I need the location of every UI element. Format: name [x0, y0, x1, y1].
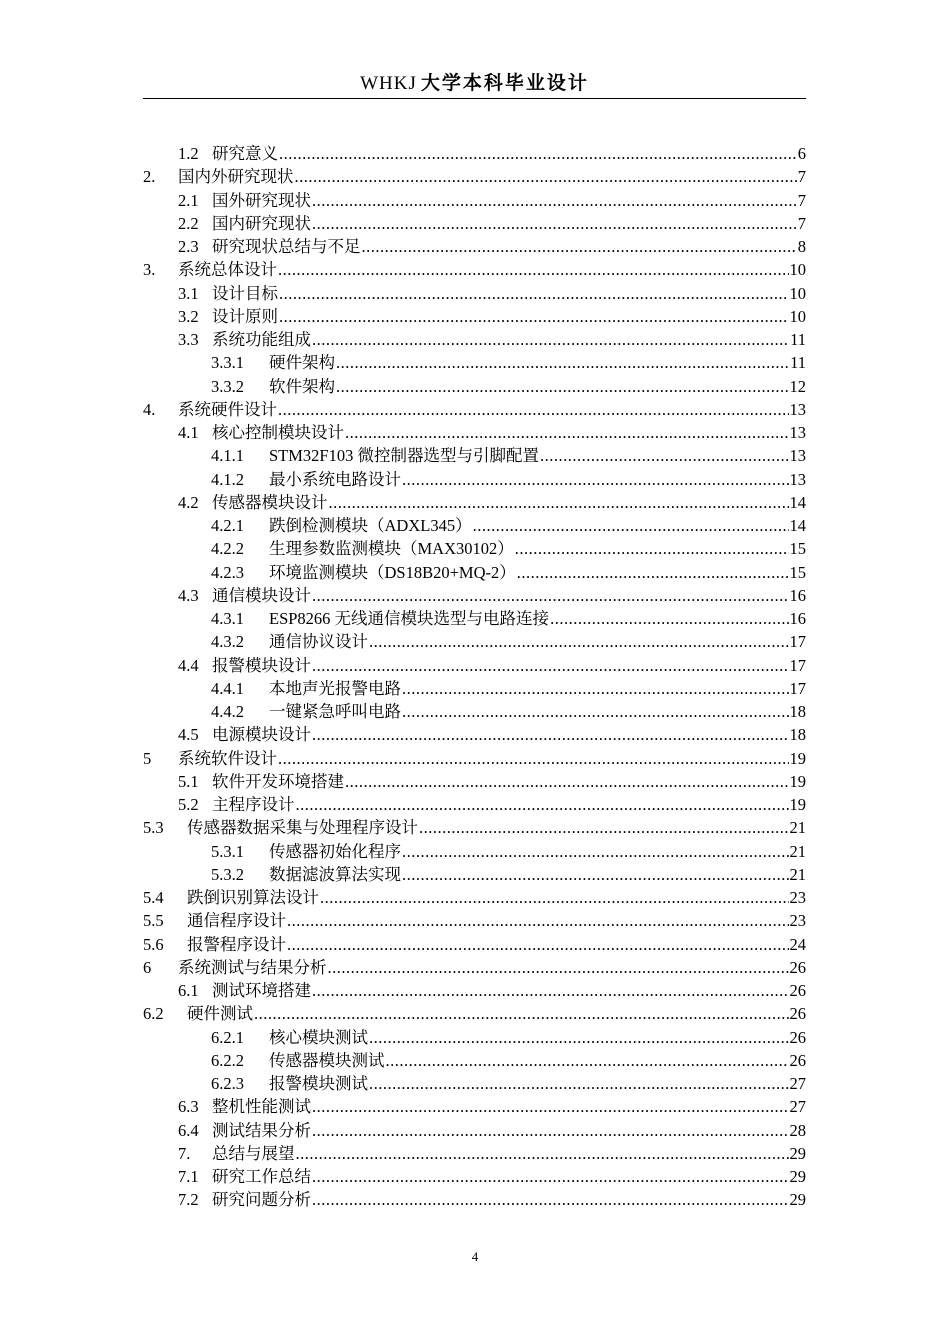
toc-entry-title: 报警模块测试: [269, 1074, 368, 1093]
toc-entry-number: 3.3.2: [211, 376, 244, 396]
toc-entry-title: 国内研究现状: [212, 213, 311, 233]
toc-dot-leader: [419, 816, 789, 839]
toc-entry-title: 整机性能测试: [212, 1097, 311, 1117]
toc-entry-page: 13: [789, 446, 806, 466]
toc-entry-number: 6.2.3: [211, 1074, 244, 1093]
toc-dot-leader: [329, 491, 789, 514]
toc-entry[interactable]: [143, 886, 806, 909]
toc-entry-title: 跌倒识别算法设计: [187, 888, 319, 907]
toc-dot-leader: [312, 189, 797, 212]
toc-entry-number: 4.2.1: [211, 516, 244, 535]
toc-entry-page: 14: [789, 492, 806, 512]
toc-entry-number: 6.4: [178, 1120, 199, 1140]
toc-dot-leader: [312, 584, 789, 607]
toc-dot-leader: [312, 1095, 789, 1118]
toc-entry-title: 测试结果分析: [212, 1120, 311, 1140]
toc-entry-page: 14: [789, 516, 806, 535]
page-number: 4: [471, 1249, 479, 1264]
toc-entry-page: 8: [797, 237, 806, 256]
toc-dot-leader: [362, 235, 797, 258]
toc-entry-page: 12: [789, 376, 806, 396]
toc-entry-title: 系统软件设计: [178, 748, 277, 768]
toc-entry-title: 硬件测试: [187, 1004, 253, 1024]
toc-entry[interactable]: [143, 189, 806, 212]
toc-entry-number: 5.3.2: [211, 864, 244, 884]
toc-entry-page: 29: [789, 1190, 806, 1210]
toc-entry-page: 13: [789, 399, 806, 419]
header-title: 大学本科毕业设计: [420, 73, 589, 94]
toc-entry-number: 4.4.1: [211, 678, 244, 698]
toc-entry-number: 5.6: [143, 934, 164, 954]
toc-entry-number: 5.2: [178, 795, 199, 814]
toc-entry-number: 5.1: [178, 771, 199, 791]
toc-entry-title: 测试环境搭建: [212, 981, 311, 1000]
toc-entry-title: 系统硬件设计: [178, 399, 277, 419]
toc-dot-leader: [402, 840, 789, 863]
toc-entry[interactable]: [143, 1002, 806, 1025]
toc-entry-number: 2.: [143, 167, 156, 187]
toc-entry[interactable]: [143, 1026, 806, 1049]
toc-entry[interactable]: [143, 328, 806, 351]
toc-entry-number: 3.2: [178, 306, 199, 326]
toc-dot-leader: [312, 654, 789, 677]
toc-entry-page: 17: [789, 678, 806, 698]
toc-dot-leader: [369, 630, 789, 653]
toc-entry-title: ESP8266 无线通信模块选型与电路连接: [269, 609, 550, 628]
toc-entry[interactable]: [143, 607, 806, 630]
toc-entry-title: 通信程序设计: [187, 911, 286, 931]
toc-entry[interactable]: [143, 537, 806, 560]
toc-entry-page: 23: [789, 911, 806, 931]
toc-entry[interactable]: [143, 375, 806, 398]
toc-entry-title: 传感器模块设计: [212, 492, 328, 512]
toc-entry-number: 1.2: [178, 144, 199, 163]
toc-entry[interactable]: [143, 468, 806, 491]
toc-entry-page: 21: [789, 864, 806, 884]
toc-entry-number: 4.1.2: [211, 469, 244, 489]
toc-entry-page: 28: [789, 1120, 806, 1140]
toc-dot-leader: [473, 514, 789, 537]
toc-entry-number: 4.3: [178, 585, 199, 605]
toc-entry[interactable]: [143, 351, 806, 374]
toc-entry[interactable]: [143, 654, 806, 677]
table-of-contents: [143, 142, 806, 1212]
toc-entry-page: 7: [797, 213, 806, 233]
toc-entry-page: 6: [797, 144, 806, 163]
toc-entry-page: 16: [789, 585, 806, 605]
toc-entry-title: 硬件架构: [269, 353, 335, 373]
toc-dot-leader: [279, 282, 789, 305]
toc-dot-leader: [320, 886, 789, 909]
toc-entry-title: 软件架构: [269, 376, 335, 396]
toc-entry-title: 通信协议设计: [269, 632, 368, 652]
toc-entry-number: 4.: [143, 399, 156, 419]
toc-dot-leader: [279, 305, 789, 328]
toc-dot-leader: [336, 375, 789, 398]
toc-dot-leader: [254, 1002, 789, 1025]
toc-entry[interactable]: [143, 909, 806, 932]
toc-entry-number: 6.2.2: [211, 1050, 244, 1070]
toc-entry-title: 环境监测模块（DS18B20+MQ-2）: [269, 562, 516, 582]
toc-entry[interactable]: [143, 863, 806, 886]
toc-dot-leader: [312, 979, 789, 1002]
toc-entry-number: 4.5: [178, 725, 199, 745]
toc-entry-page: 18: [789, 702, 806, 721]
toc-entry-page: 26: [789, 1004, 806, 1024]
toc-entry-number: 7.2: [178, 1190, 199, 1210]
toc-entry-page: 10: [789, 260, 806, 280]
toc-dot-leader: [386, 1049, 789, 1072]
toc-entry-title: 软件开发环境搭建: [212, 771, 344, 791]
toc-entry[interactable]: [143, 793, 806, 816]
toc-entry-page: 13: [789, 423, 806, 442]
toc-dot-leader: [312, 1188, 789, 1211]
toc-entry-number: 3.3: [178, 330, 199, 349]
toc-entry-page: 15: [789, 562, 806, 582]
toc-entry[interactable]: [143, 1188, 806, 1211]
toc-dot-leader: [279, 142, 797, 165]
toc-dot-leader: [402, 677, 789, 700]
toc-entry-title: 生理参数监测模块（MAX30102）: [269, 539, 514, 559]
toc-entry-number: 5.3: [143, 818, 164, 838]
toc-entry-page: 11: [790, 353, 806, 373]
toc-entry[interactable]: [143, 282, 806, 305]
toc-entry-title: 核心模块测试: [269, 1027, 368, 1047]
toc-dot-leader: [540, 444, 789, 467]
toc-entry-number: 4.4.2: [211, 702, 244, 721]
header-prefix: WHKJ: [360, 73, 417, 94]
toc-entry-page: 26: [789, 1027, 806, 1047]
toc-entry[interactable]: [143, 770, 806, 793]
toc-dot-leader: [328, 956, 789, 979]
toc-entry-page: 17: [789, 655, 806, 675]
toc-entry-number: 5: [143, 748, 152, 768]
toc-entry-page: 16: [789, 609, 806, 628]
toc-entry-title: 设计原则: [212, 306, 278, 326]
toc-dot-leader: [278, 747, 789, 770]
toc-dot-leader: [295, 165, 797, 188]
toc-entry-number: 3.: [143, 260, 156, 280]
toc-entry-number: 6.1: [178, 981, 199, 1000]
toc-entry-number: 2.2: [178, 213, 199, 233]
toc-dot-leader: [515, 537, 789, 560]
toc-entry-page: 27: [789, 1097, 806, 1117]
toc-entry[interactable]: [143, 840, 806, 863]
toc-dot-leader: [312, 723, 789, 746]
toc-entry-number: 7.1: [178, 1167, 199, 1186]
toc-entry-page: 23: [789, 888, 806, 907]
toc-entry[interactable]: [143, 816, 806, 839]
toc-dot-leader: [312, 328, 789, 351]
toc-dot-leader: [369, 1026, 789, 1049]
toc-entry-number: 4.2.2: [211, 539, 244, 559]
toc-entry-number: 4.1: [178, 423, 199, 442]
toc-entry-title: 研究工作总结: [212, 1167, 311, 1186]
toc-entry-number: 6.2: [143, 1004, 164, 1024]
toc-entry[interactable]: [143, 1165, 806, 1188]
toc-entry[interactable]: [143, 1095, 806, 1118]
toc-entry-title: 一键紧急呼叫电路: [269, 702, 401, 721]
toc-entry-title: 核心控制模块设计: [212, 423, 344, 442]
toc-entry[interactable]: [143, 514, 806, 537]
toc-dot-leader: [402, 700, 789, 723]
toc-entry-title: 研究现状总结与不足: [212, 237, 361, 256]
toc-dot-leader: [296, 793, 789, 816]
toc-dot-leader: [287, 933, 789, 956]
toc-entry-number: 6: [143, 957, 152, 977]
toc-entry-page: 29: [789, 1167, 806, 1186]
toc-dot-leader: [312, 1119, 789, 1142]
toc-entry[interactable]: [143, 561, 806, 584]
toc-entry[interactable]: [143, 165, 806, 188]
toc-entry[interactable]: [143, 398, 806, 421]
toc-dot-leader: [296, 1142, 789, 1165]
toc-entry-number: 5.5: [143, 911, 164, 931]
toc-entry-title: 本地声光报警电路: [269, 678, 401, 698]
toc-entry-title: 国外研究现状: [212, 190, 311, 210]
toc-entry-page: 10: [789, 283, 806, 303]
toc-entry[interactable]: [143, 258, 806, 281]
toc-dot-leader: [402, 468, 789, 491]
toc-entry-page: 27: [789, 1074, 806, 1093]
toc-entry-title: 研究问题分析: [212, 1190, 311, 1210]
toc-entry-page: 26: [789, 981, 806, 1000]
toc-entry-title: 传感器数据采集与处理程序设计: [187, 818, 418, 838]
toc-entry-number: 4.4: [178, 655, 199, 675]
toc-entry[interactable]: [143, 421, 806, 444]
toc-entry-title: 最小系统电路设计: [269, 469, 401, 489]
toc-entry-title: 通信模块设计: [212, 585, 311, 605]
toc-entry[interactable]: [143, 212, 806, 235]
toc-entry-page: 24: [789, 934, 806, 954]
toc-entry-number: 5.4: [143, 888, 164, 907]
toc-dot-leader: [550, 607, 788, 630]
toc-entry[interactable]: [143, 1119, 806, 1142]
toc-entry[interactable]: [143, 723, 806, 746]
toc-entry-number: 2.3: [178, 237, 199, 256]
toc-entry-page: 19: [789, 795, 806, 814]
toc-entry[interactable]: [143, 979, 806, 1002]
toc-entry-title: 国内外研究现状: [178, 167, 294, 187]
toc-entry-title: 电源模块设计: [212, 725, 311, 745]
toc-entry-page: 10: [789, 306, 806, 326]
toc-entry-number: 5.3.1: [211, 841, 244, 861]
toc-entry-number: 4.2.3: [211, 562, 244, 582]
toc-entry-page: 11: [790, 330, 806, 349]
toc-dot-leader: [278, 398, 789, 421]
toc-entry-page: 13: [789, 469, 806, 489]
toc-entry-title: 系统测试与结果分析: [178, 957, 327, 977]
toc-entry[interactable]: [143, 235, 806, 258]
toc-entry-page: 29: [789, 1143, 806, 1163]
toc-entry-title: 数据滤波算法实现: [269, 864, 401, 884]
toc-entry[interactable]: [143, 630, 806, 653]
toc-dot-leader: [287, 909, 789, 932]
toc-dot-leader: [369, 1072, 789, 1095]
page-header: [143, 70, 806, 99]
toc-entry[interactable]: [143, 933, 806, 956]
toc-entry[interactable]: [143, 1072, 806, 1095]
toc-entry[interactable]: [143, 747, 806, 770]
toc-entry[interactable]: [143, 142, 806, 165]
toc-entry-page: 19: [789, 748, 806, 768]
toc-entry[interactable]: [143, 677, 806, 700]
toc-entry-number: 4.3.2: [211, 632, 244, 652]
toc-entry-page: 19: [789, 771, 806, 791]
toc-entry[interactable]: [143, 956, 806, 979]
toc-entry-title: 传感器初始化程序: [269, 841, 401, 861]
toc-entry-title: 报警程序设计: [187, 934, 286, 954]
toc-entry-number: 4.3.1: [211, 609, 244, 628]
toc-dot-leader: [312, 212, 797, 235]
toc-entry-page: 7: [797, 167, 806, 187]
toc-entry[interactable]: [143, 1049, 806, 1072]
toc-dot-leader: [402, 863, 789, 886]
toc-entry[interactable]: [143, 491, 806, 514]
toc-entry-page: 18: [789, 725, 806, 745]
toc-entry-page: 21: [789, 841, 806, 861]
toc-dot-leader: [312, 1165, 789, 1188]
toc-entry-page: 15: [789, 539, 806, 559]
toc-entry-title: 主程序设计: [212, 795, 295, 814]
toc-dot-leader: [345, 421, 789, 444]
toc-entry-page: 21: [789, 818, 806, 838]
toc-entry-title: 系统总体设计: [178, 260, 277, 280]
toc-entry-number: 6.2.1: [211, 1027, 244, 1047]
toc-entry-page: 17: [789, 632, 806, 652]
toc-entry-title: 跌倒检测模块（ADXL345）: [269, 516, 472, 535]
toc-entry[interactable]: [143, 584, 806, 607]
toc-entry-title: STM32F103 微控制器选型与引脚配置: [269, 446, 539, 466]
toc-entry-number: 2.1: [178, 190, 199, 210]
toc-entry-page: 26: [789, 957, 806, 977]
toc-dot-leader: [345, 770, 789, 793]
toc-entry-number: 3.1: [178, 283, 199, 303]
toc-entry-title: 研究意义: [212, 144, 278, 163]
toc-entry-page: 7: [797, 190, 806, 210]
toc-entry-number: 6.3: [178, 1097, 199, 1117]
toc-entry-title: 传感器模块测试: [269, 1050, 385, 1070]
toc-entry[interactable]: [143, 700, 806, 723]
toc-dot-leader: [278, 258, 789, 281]
toc-entry[interactable]: [143, 305, 806, 328]
toc-entry-page: 26: [789, 1050, 806, 1070]
toc-entry-number: 4.2: [178, 492, 199, 512]
toc-entry-title: 报警模块设计: [212, 655, 311, 675]
toc-entry-title: 系统功能组成: [212, 330, 311, 349]
toc-entry[interactable]: [143, 1142, 806, 1165]
toc-dot-leader: [517, 561, 789, 584]
toc-entry-number: 4.1.1: [211, 446, 244, 466]
toc-entry[interactable]: [143, 444, 806, 467]
toc-entry-number: 7.: [178, 1143, 191, 1163]
toc-entry-title: 设计目标: [212, 283, 278, 303]
toc-entry-title: 总结与展望: [212, 1143, 295, 1163]
toc-entry-number: 3.3.1: [211, 353, 244, 373]
toc-dot-leader: [336, 351, 789, 374]
